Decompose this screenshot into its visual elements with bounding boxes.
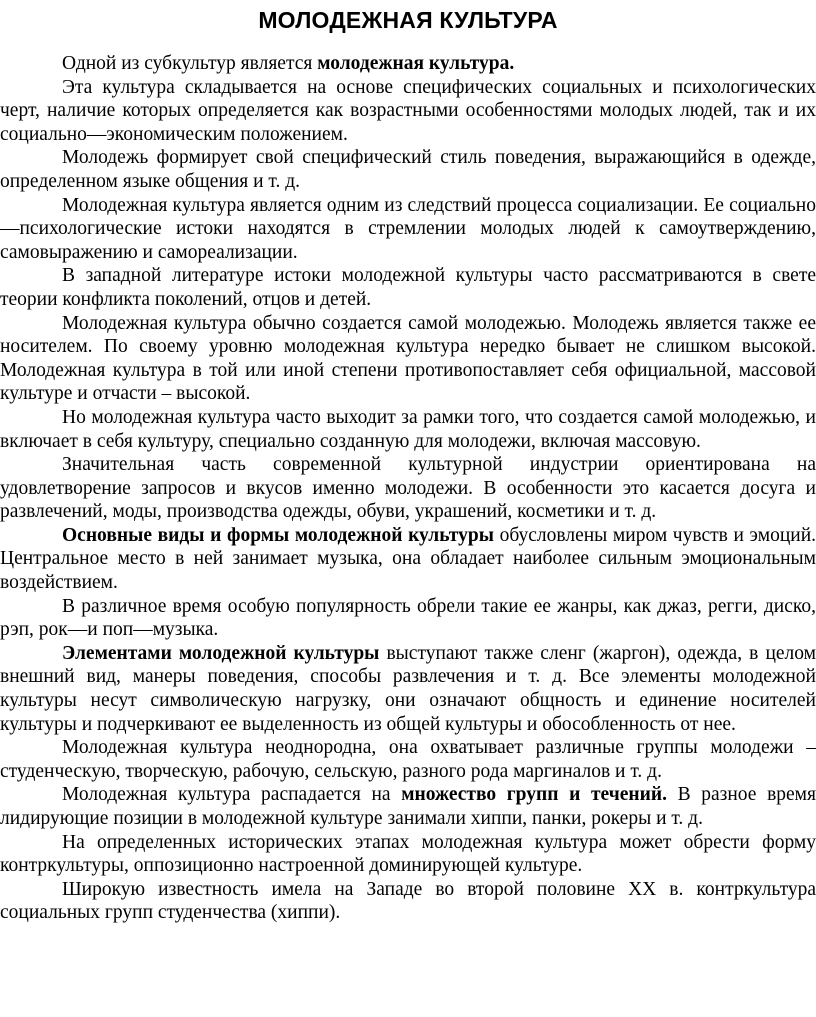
bold-text: множество групп и течений.	[401, 784, 667, 806]
bold-text: Основные виды и формы молодежной культуры	[62, 524, 494, 546]
page-title: МОЛОДЕЖНАЯ КУЛЬТУРА	[258, 7, 558, 33]
paragraph	[0, 595, 816, 642]
paragraph	[0, 453, 816, 524]
paragraph-text: Эта культура складывается на основе специфических социальных и психологических черт, наличие которых определяется как возрастными особенностями молодых людей, так и их социально—экономическим положением.	[0, 76, 816, 145]
paragraph	[0, 312, 816, 406]
paragraph-text: Молодежная культура неоднородна, она охватывает различные группы молодежи – студенческую, творческую, рабочую, сельскую, разного рода маргиналов и т. д.	[0, 737, 816, 782]
paragraph-text: Молодежная культура является одним из следствий процесса социализации. Ее социально—психологические истоки находятся в стремлении молодых людей к самоутверждению, самовыражению и самореализации.	[0, 194, 816, 263]
paragraph	[0, 52, 816, 76]
paragraph	[0, 524, 816, 595]
paragraph-text: Молодежь формирует свой специфический стиль поведения, выражающийся в одежде, определенном языке общения и т. д.	[0, 147, 816, 192]
paragraph-text: Значительная часть современной культурной индустрии ориентирована на удовлетворение запросов и вкусов именно молодежи. В особенности это касается досуга и развлечений, моды, производства одежды, обуви, украшений, косметики и т. д.	[0, 454, 816, 523]
paragraph	[0, 878, 816, 925]
paragraph-text: Молодежная культура обычно создается самой молодежью. Молодежь является также ее носителем. По своему уровню молодежная культура нередко бывает не слишком высокой. Молодежная культура в той или иной степени противопоставляет себя официальной, массовой культуре и отчасти – высокой.	[0, 312, 816, 405]
paragraph-text: обусловлены миром чувств и эмоций. Центральное место в ней занимает музыка, она обладает наиболее сильным эмоциональным воздействием.	[0, 524, 816, 594]
paragraph-text: В западной литературе истоки молодежной культуры часто рассматриваются в свете теории конфликта поколений, отцов и детей.	[0, 265, 816, 310]
paragraph-text: В разное время лидирующие позиции в молодежной культуре занимали хиппи, панки, рокеры и т. д.	[0, 784, 816, 829]
paragraph	[0, 76, 816, 147]
paragraph	[0, 264, 816, 311]
paragraph	[0, 146, 816, 193]
bold-text: молодежная культура.	[317, 53, 515, 74]
paragraph	[0, 194, 816, 265]
paragraph-text: выступают также сленг (жаргон), одежда, в целом внешний вид, манеры поведения, способы развлечения и т. д. Все элементы молодежной культуры несут символическую нагрузку, они означают общность и единение носителей культуры и подчеркивают ее выделенность из общей культуры и обособленность от нее.	[0, 642, 816, 735]
document-body	[0, 52, 816, 925]
paragraph-text: Одной из субкультур является	[62, 53, 318, 74]
paragraph-text: Молодежная культура распадается на	[62, 784, 402, 806]
paragraph-text: Но молодежная культура часто выходит за рамки того, что создается самой молодежью, и включает в себя культуру, специально созданную для молодежи, включая массовую.	[0, 406, 816, 452]
paragraph	[0, 736, 816, 783]
paragraph	[0, 831, 816, 878]
paragraph-text: В различное время особую популярность обрели такие ее жанры, как джаз, регги, диско, рэп, рок—и поп—музыка.	[0, 595, 816, 641]
bold-text: Элементами молодежной культуры	[62, 642, 380, 664]
paragraph	[0, 406, 816, 453]
paragraph	[0, 642, 816, 736]
paragraph-text: На определенных исторических этапах молодежная культура может обрести форму контркультуры, оппозиционно настроенной доминирующей культуре.	[0, 831, 816, 877]
paragraph-text: Широкую известность имела на Западе во второй половине XX в. контркультура социальных групп студенчества (хиппи).	[0, 878, 816, 924]
paragraph	[0, 783, 816, 830]
